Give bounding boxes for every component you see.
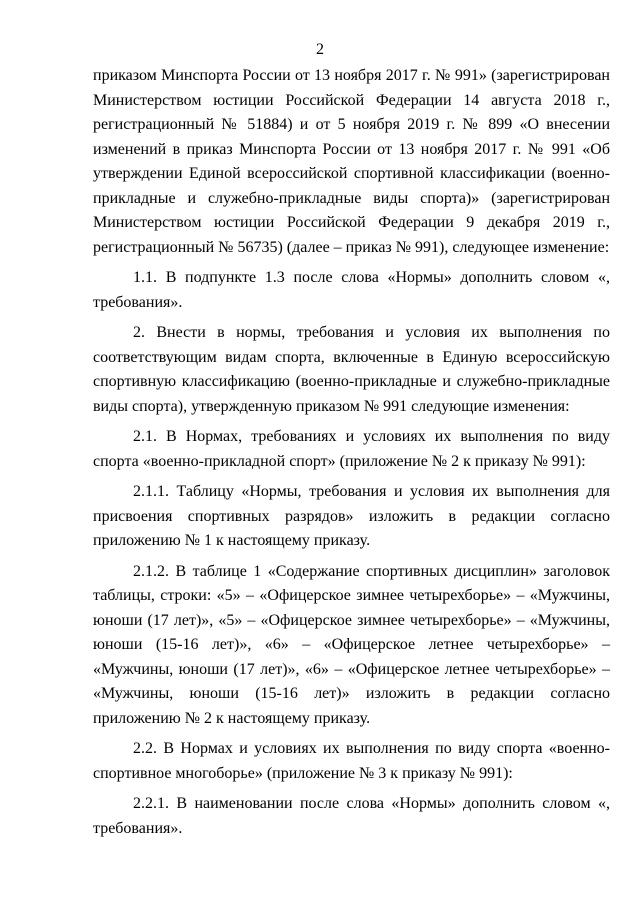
paragraph-2-1: 2.1. В Нормах, требованиях и условиях их выполнения по виду спорта «военно-прикладной спорт» (приложение № 2 к приказу № 991): — [93, 428, 610, 470]
paragraph-2: 2. Внести в нормы, требования и условия их выполнения по соответствующим видам спорта, включенные в Единую всероссийскую спортивную классификацию (военно-прикладные и служебно-прикладные виды спорта), утвержденную приказом № 991 следующие изменения: — [93, 324, 610, 415]
paragraph-continuation: приказом Минспорта России от 13 ноября 2017 г. № 991» (зарегистрирован Министерством юстиции Российской Федерации 14 августа 2018 г., регистрационный № 51884) и от 5 ноября 2019 г. № 899 «О внесении изменений в приказ Минспорта России от 13 ноября 2017 г. № 991 «Об утверждении Единой всероссийской спортивной классификации (военно-прикладные и служебно-прикладные виды спорта)» (зарегистрирован Министерством юстиции Российской Федерации 9 декабря 2019 г., регистрационный № 56735) (далее – приказ № 991), следующее изменение: — [93, 67, 610, 256]
paragraph-2-1-2: 2.1.2. В таблице 1 «Содержание спортивных дисциплин» заголовок таблицы, строки: «5» – «Офицерское зимнее четырехборье» – «Мужчины, юноши (17 лет)», «5» – «Офицерское зимнее четырехборье» – «Мужчины, юноши (15-16 лет)», «6» – «Офицерское летнее четырехборье» – «Мужчины, юноши (17 лет)», «6» – «Офицерское летнее четырехборье» – «Мужчины, юноши (15-16 лет)» изложить в редакции согласно приложению № 2 к настоящему приказу. — [93, 562, 610, 727]
page-number: 2 — [316, 41, 324, 58]
paragraph-1-1: 1.1. В подпункте 1.3 после слова «Нормы» дополнить словом «, требования». — [93, 269, 610, 311]
paragraph-2-2: 2.2. В Нормах и условиях их выполнения по виду спорта «военно-спортивное многоборье» (приложение № 3 к приказу № 991): — [93, 740, 610, 782]
document-body — [93, 64, 610, 841]
paragraph-2-1-1: 2.1.1. Таблицу «Нормы, требования и условия их выполнения для присвоения спортивных разрядов» изложить в редакции согласно приложению № 1 к настоящему приказу. — [93, 483, 610, 549]
paragraph-2-2-1: 2.2.1. В наименовании после слова «Нормы» дополнить словом «, требования». — [93, 795, 610, 837]
